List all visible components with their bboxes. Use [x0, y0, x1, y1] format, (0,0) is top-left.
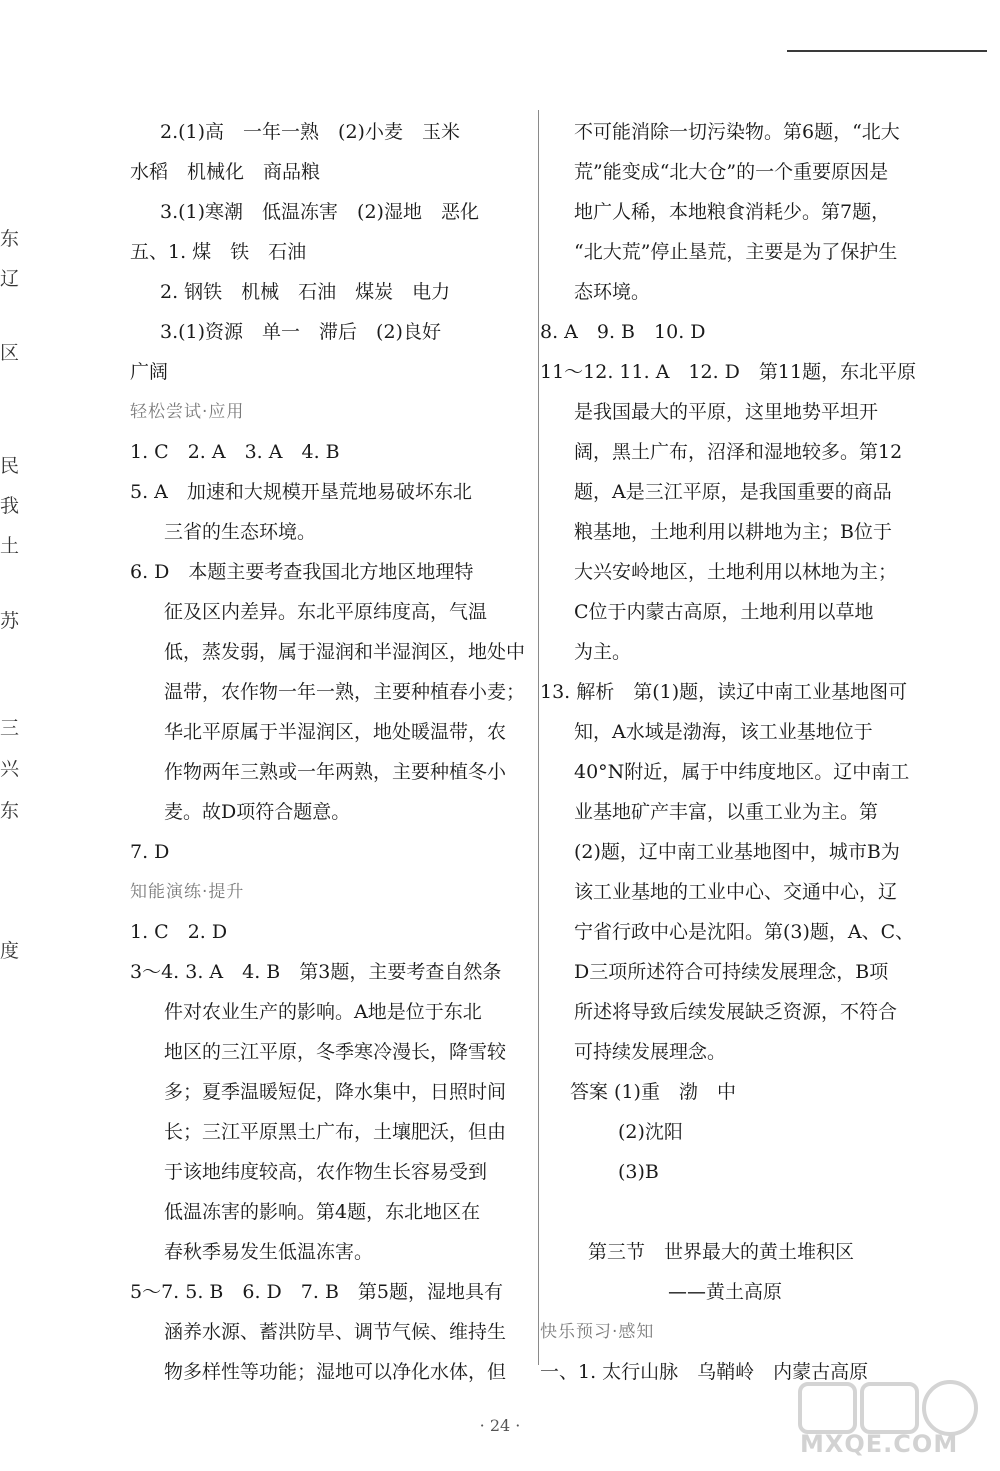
answer-line: 征及区内差异。东北平原纬度高，气温	[164, 601, 488, 623]
margin-char: 东	[0, 800, 20, 822]
answer-line: 不可能消除一切污染物。第6题，“北大	[574, 121, 900, 143]
answer-line: 低，蒸发弱，属于湿润和半湿润区，地处中	[164, 641, 526, 663]
answer-line: 可持续发展理念。	[574, 1041, 727, 1063]
section-heading: 快乐预习·感知	[540, 1322, 655, 1342]
margin-char: 我	[0, 495, 20, 517]
column-divider	[538, 110, 539, 1365]
answer-line: 一、1. 太行山脉 乌鞘岭 内蒙古高原	[540, 1361, 869, 1383]
answer-line: 五、1. 煤 铁 石油	[130, 241, 307, 263]
margin-char: 苏	[0, 610, 20, 632]
answer-line: 3～4. 3. A 4. B 第3题，主要考查自然条	[130, 961, 502, 983]
answer-line: 11～12. 11. A 12. D 第11题，东北平原	[540, 361, 917, 383]
answer-line: 多；夏季温暖短促，降水集中，日照时间	[164, 1081, 507, 1103]
header-rule	[787, 50, 987, 52]
answer-line: C位于内蒙古高原，土地利用以草地	[574, 601, 874, 623]
answer-line: 2. 钢铁 机械 石油 煤炭 电力	[160, 281, 451, 303]
answer-line: 为主。	[574, 641, 632, 663]
answer-line: 阔，黑土广布，沼泽和湿地较多。第12	[574, 441, 903, 463]
section-heading: 轻松尝试·应用	[130, 402, 245, 422]
answer-line: 6. D 本题主要考查我国北方地区地理特	[130, 561, 474, 583]
answer-line: 粮基地，土地利用以耕地为主；B位于	[574, 521, 892, 543]
answer-line: 麦。故D项符合题意。	[164, 801, 351, 823]
answer-line: “北大荒”停止垦荒，主要是为了保护生	[574, 241, 898, 263]
answer-line: 3.(1)寒潮 低温冻害 (2)湿地 恶化	[160, 201, 479, 223]
answer-line: 低温冻害的影响。第4题，东北地区在	[164, 1201, 481, 1223]
answer-line: 5～7. 5. B 6. D 7. B 第5题，湿地具有	[130, 1281, 504, 1303]
answer-line: 件对农业生产的影响。A地是位于东北	[164, 1001, 482, 1023]
answer-line: 华北平原属于半湿润区，地处暖温带，农	[164, 721, 507, 743]
answer-line: 态环境。	[574, 281, 651, 303]
answer-line: (2)题，辽中南工业基地图中，城市B为	[574, 841, 900, 863]
answer-line: 地广人稀，本地粮食消耗少。第7题，	[574, 201, 891, 223]
right-column	[540, 112, 945, 1392]
margin-char: 土	[0, 535, 20, 557]
answer-line: (2)沈阳	[618, 1121, 683, 1143]
answer-line: 水稻 机械化 商品粮	[130, 161, 321, 183]
answer-line: 2.(1)高 一年一熟 (2)小麦 玉米	[160, 121, 460, 143]
answer-line: 长；三江平原黑土广布，土壤肥沃，但由	[164, 1121, 507, 1143]
chapter-title: 第三节 世界最大的黄土堆积区	[588, 1241, 855, 1263]
answer-line: 40°N附近，属于中纬度地区。辽中南工	[574, 761, 910, 783]
answer-line: 答案 (1)重 渤 中	[570, 1081, 736, 1103]
left-column	[130, 112, 530, 1392]
margin-char: 三	[0, 717, 20, 739]
chapter-subtitle: ——黄土高原	[668, 1281, 783, 1303]
answer-line: 三省的生态环境。	[164, 521, 317, 543]
margin-char: 区	[0, 342, 20, 364]
section-heading: 知能演练·提升	[130, 882, 245, 902]
answer-line: 13. 解析 第(1)题，读辽中南工业基地图可	[540, 681, 908, 703]
watermark-url: MXQE.COM	[800, 1430, 959, 1458]
answer-line: 5. A 加速和大规模开垦荒地易破坏东北	[130, 481, 472, 503]
margin-char: 兴	[0, 758, 20, 780]
margin-char: 民	[0, 455, 20, 477]
answer-line	[540, 1192, 945, 1232]
answer-line: 该工业基地的工业中心、交通中心，辽	[574, 881, 898, 903]
answer-line: 广阔	[130, 361, 169, 383]
answer-line: 涵养水源、蓄洪防旱、调节气候、维持生	[164, 1321, 507, 1343]
answer-line: 大兴安岭地区，土地利用以林地为主；	[574, 561, 898, 583]
answer-line: 温带，农作物一年一熟，主要种植春小麦；	[164, 681, 526, 703]
answer-line: 1. C 2. D	[130, 921, 228, 943]
page-number: · 24 ·	[479, 1416, 521, 1435]
answer-line: 8. A 9. B 10. D	[540, 321, 706, 343]
watermark-logo-icon	[790, 1378, 990, 1438]
answer-line: (3)B	[618, 1161, 659, 1183]
margin-char: 东	[0, 228, 20, 250]
answer-line: 春秋季易发生低温冻害。	[164, 1241, 374, 1263]
answer-line: 物多样性等功能；湿地可以净化水体，但	[164, 1361, 507, 1383]
margin-char: 度	[0, 940, 20, 962]
answer-line: 3.(1)资源 单一 滞后 (2)良好	[160, 321, 441, 343]
answer-line: 地区的三江平原，冬季寒冷漫长，降雪较	[164, 1041, 507, 1063]
answer-line: 1. C 2. A 3. A 4. B	[130, 441, 340, 463]
answer-line: 荒”能变成“北大仓”的一个重要原因是	[574, 161, 889, 183]
answer-line: 所述将导致后续发展缺乏资源，不符合	[574, 1001, 898, 1023]
answer-line: 是我国最大的平原，这里地势平坦开	[574, 401, 879, 423]
answer-line: 7. D	[130, 841, 170, 863]
answer-line: 宁省行政中心是沈阳。第(3)题，A、C、	[574, 921, 915, 943]
answer-line: 知，A水域是渤海，该工业基地位于	[574, 721, 873, 743]
answer-line: 作物两年三熟或一年两熟，主要种植冬小	[164, 761, 507, 783]
watermark	[790, 1378, 990, 1466]
answer-line: 题，A是三江平原，是我国重要的商品	[574, 481, 892, 503]
answer-line: 业基地矿产丰富，以重工业为主。第	[574, 801, 879, 823]
answer-line: 于该地纬度较高，农作物生长容易受到	[164, 1161, 488, 1183]
answer-line: D三项所述符合可持续发展理念，B项	[574, 961, 889, 983]
margin-char: 辽	[0, 268, 20, 290]
